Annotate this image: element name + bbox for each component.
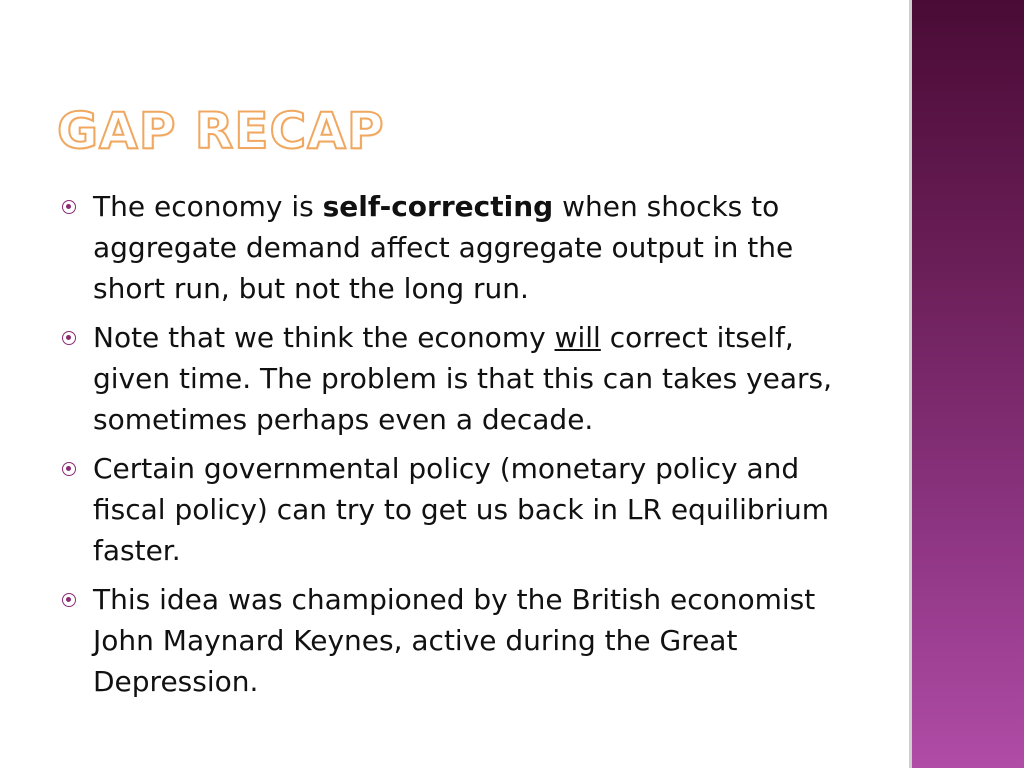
bullet-text: Note that we think the economy <box>93 321 555 354</box>
bullet-text: when shocks to aggregate demand affect aggregate output in the short run, but not the long run. <box>93 190 794 305</box>
circle-bullet-icon <box>62 462 76 476</box>
bullet-item <box>62 317 862 440</box>
bullet-text: Certain governmental policy (monetary policy and fiscal policy) can try to get us back in LR equilibrium faster. <box>93 452 829 567</box>
bullet-item <box>62 186 862 309</box>
circle-bullet-icon <box>62 593 76 607</box>
bullet-text: This idea was championed by the British economist John Maynard Keynes, active during the Great Depression. <box>93 583 816 698</box>
bullet-item <box>62 448 862 571</box>
decorative-side-bar <box>912 0 1024 768</box>
slide-title: GAP RECAP <box>57 102 385 160</box>
bullet-text: The economy is <box>93 190 323 223</box>
bullet-text: correct itself, given time. The problem is that this can takes years, sometimes perhaps even a decade. <box>93 321 833 436</box>
bullet-item <box>62 579 862 702</box>
circle-bullet-icon <box>62 331 76 345</box>
bullet-list <box>62 186 862 710</box>
circle-bullet-icon <box>62 200 76 214</box>
bullet-emphasis-bold: self-correcting <box>322 190 554 223</box>
bullet-emphasis-underline: will <box>554 321 601 354</box>
